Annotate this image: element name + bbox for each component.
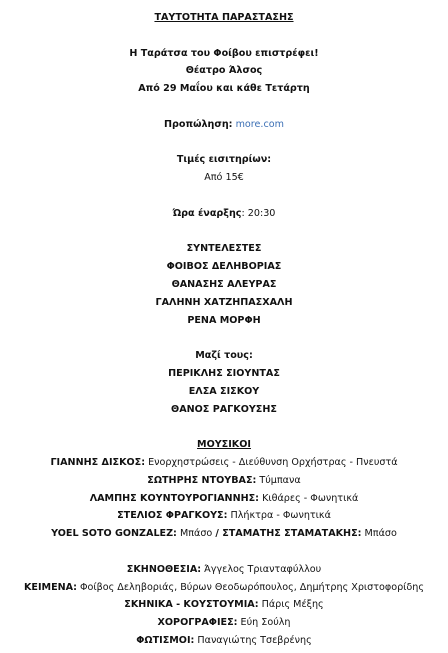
contributor-name: ΘΑΝΑΣΗΣ ΑΛΕΥΡΑΣ (171, 278, 277, 290)
show-title: Η Ταράτσα του Φοίβου επιστρέφει! (129, 47, 319, 59)
musician-name: ΣΩΤΗΡΗΣ ΝΤΟΥΒΑΣ: (147, 474, 257, 486)
start-time-label: Ώρα έναρξης (172, 207, 242, 219)
start-time-line (0, 205, 448, 223)
spacer (0, 98, 448, 116)
spacer (0, 187, 448, 205)
musician-role: Μπάσο (361, 528, 397, 540)
spacer (0, 418, 448, 436)
credit-value: Πάρις Μέξης (258, 599, 324, 611)
prices-value: Από 15€ (204, 172, 244, 184)
credit-value: Άγγελος Τριανταφύλλου (201, 563, 322, 575)
start-time-colon: : (241, 207, 245, 219)
musician-row (0, 490, 448, 508)
credit-row (0, 614, 448, 632)
contributor-name: ΡΕΝΑ ΜΟΡΦΗ (187, 314, 261, 326)
credit-label: ΣΚΗΝΙΚΑ - ΚΟΥΣΤΟΥΜΙΑ: (124, 599, 259, 611)
musician-name: ΓΙΑΝΝΗΣ ΔΙΣΚΟΣ: (50, 456, 146, 468)
credit-value: Παναγιώτης Τσεβρένης (194, 634, 312, 646)
credit-row (0, 596, 448, 614)
musician-name: ΛΑΜΠΗΣ ΚΟΥΝΤΟΥΡΟΓΙΑΝΝΗΣ: (89, 492, 260, 504)
credit-label: ΣΚΗΝΟΘΕΣΙΑ: (126, 563, 202, 575)
musician-name: YOEL SOTO GONZALEZ: (51, 528, 177, 540)
spacer (0, 134, 448, 152)
spacer (0, 543, 448, 561)
spacer (0, 223, 448, 241)
contributors-heading: ΣΥΝΤΕΛΕΣΤΕΣ (186, 243, 262, 255)
guest-name: ΠΕΡΙΚΛΗΣ ΣΙΟΥΝΤΑΣ (168, 367, 280, 379)
credit-label: ΚΕΙΜΕΝΑ: (23, 581, 77, 593)
guest-name: ΕΛΣΑ ΣΙΣΚΟΥ (188, 385, 260, 397)
musician-row (0, 472, 448, 490)
credit-value: Φοίβος Δεληβοριάς, Βύρων Θεοδωρόπουλος, Δημήτρης Χριστοφορίδης (76, 581, 425, 593)
credit-label: ΧΟΡΟΓΡΑΦΙΕΣ: (157, 617, 238, 629)
venue: Θέατρο Άλσος (185, 65, 263, 77)
musician-row (0, 454, 448, 472)
musician-role: Πλήκτρα - Φωνητικά (227, 510, 331, 522)
start-time-value: 20:30 (247, 207, 276, 219)
contributor-name: ΦΟΙΒΟΣ ΔΕΛΗΒΟΡΙΑΣ (166, 261, 282, 273)
presale-line (0, 116, 448, 134)
credit-row (0, 632, 448, 650)
musician-role: Ενορχηστρώσεις - Διεύθυνση Ορχήστρας - Πνευστά (145, 456, 398, 468)
musician-role: Τύμπανα (256, 474, 301, 486)
presale-link[interactable]: more.com (235, 118, 284, 130)
musician-name: ΣΤΕΛΙΟΣ ΦΡΑΓΚΟΥΣ: (117, 510, 228, 522)
spacer (0, 27, 448, 45)
musician-row (0, 525, 448, 543)
page-heading: ΤΑΥΤΟΤΗΤΑ ΠΑΡΑΣΤΑΣΗΣ (154, 12, 294, 23)
contributor-name: ΓΑΛΗΝΗ ΧΑΤΖΗΠΑΣΧΑΛΗ (155, 296, 293, 308)
credit-row (0, 579, 448, 597)
prices-label: Τιμές εισιτηρίων: (176, 154, 272, 166)
musician-name: ΣΤΑΜΑΤΗΣ ΣΤΑΜΑΤΑΚΗΣ: (218, 528, 362, 540)
guest-name: ΘΑΝΟΣ ΡΑΓΚΟΥΣΗΣ (171, 403, 277, 415)
presale-label: Προπώληση: (164, 118, 233, 130)
musicians-heading: ΜΟΥΣΙΚΟΙ (197, 439, 251, 451)
credit-value: Εύη Σούλη (237, 617, 291, 629)
show-dates: Από 29 Μαΐου και κάθε Τετάρτη (138, 83, 310, 95)
spacer (0, 329, 448, 347)
credit-row (0, 561, 448, 579)
guests-heading: Μαζί τους: (195, 350, 253, 362)
musician-separator: / (215, 528, 219, 540)
musician-role: Μπάσο (176, 528, 216, 540)
musician-role: Κιθάρες - Φωνητικά (259, 492, 359, 504)
credit-label: ΦΩΤΙΣΜΟΙ: (136, 634, 195, 646)
musician-row (0, 507, 448, 525)
